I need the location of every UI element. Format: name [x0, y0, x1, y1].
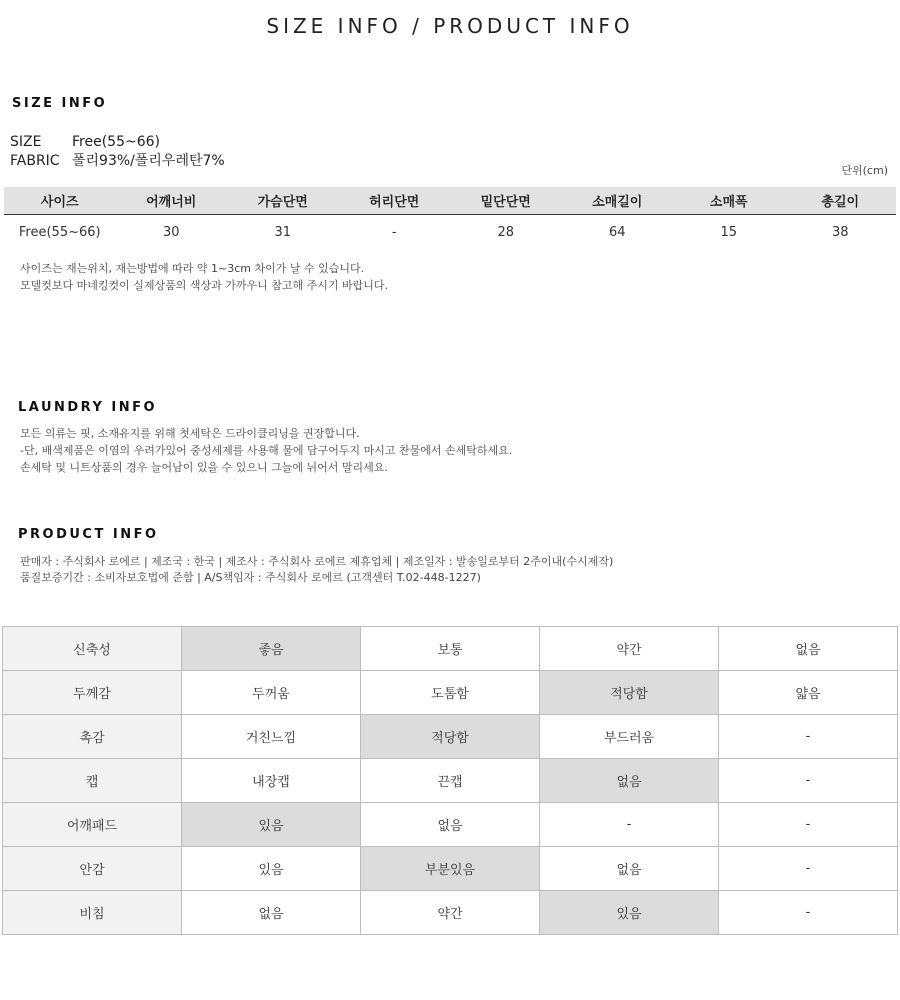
- size-column-header: 소매폭: [673, 187, 785, 215]
- attribute-option: 거친느낌: [182, 715, 361, 759]
- attribute-option-selected: 없음: [540, 759, 719, 803]
- size-column-header: 소매길이: [562, 187, 674, 215]
- attribute-option: 부드러움: [540, 715, 719, 759]
- size-note-1: 사이즈는 재는위치, 재는방법에 따라 약 1~3cm 차이가 날 수 있습니다.: [20, 262, 365, 275]
- size-column-header: 사이즈: [4, 187, 116, 215]
- attribute-option-selected: 있음: [182, 803, 361, 847]
- unit-label: 단위(cm): [841, 164, 888, 177]
- attribute-label: 안감: [3, 847, 182, 891]
- size-table-cell: Free(55~66): [18, 224, 101, 240]
- attribute-option: 없음: [361, 803, 540, 847]
- attribute-option: -: [719, 715, 898, 759]
- size-column-header: 총길이: [785, 187, 897, 215]
- attribute-option: 있음: [182, 847, 361, 891]
- size-note-2: 모델컷보다 마네킹컷이 실제상품의 색상과 가까우니 참고해 주시기 바랍니다.: [20, 279, 389, 292]
- attribute-row: [3, 715, 898, 759]
- attribute-option: 없음: [540, 847, 719, 891]
- attribute-row: [3, 847, 898, 891]
- laundry-info-heading: LAUNDRY INFO: [18, 400, 158, 415]
- size-table-cell: 38: [831, 224, 849, 240]
- attribute-row: [3, 759, 898, 803]
- attribute-option: 없음: [719, 627, 898, 671]
- attribute-option: 보통: [361, 627, 540, 671]
- attribute-option: 도톰함: [361, 671, 540, 715]
- size-table-header: [4, 187, 896, 215]
- fabric-spec: [10, 150, 225, 170]
- attribute-option: 내장캡: [182, 759, 361, 803]
- attribute-label: 어깨패드: [3, 803, 182, 847]
- attribute-option: 약간: [540, 627, 719, 671]
- product-line-1: 판매자 : 주식회사 로에르 | 제조국 : 한국 | 제조사 : 주식회사 로에르 제휴업체 | 제조일자 : 발송일로부터 2주이내(수시제작): [20, 555, 614, 568]
- size-table-cell: 64: [608, 224, 626, 240]
- laundry-line-2: -단, 배색제품은 이염의 우려가있어 중성세제를 사용해 물에 담구어두지 마시고 찬물에서 손세탁하세요.: [20, 444, 513, 457]
- size-label: SIZE: [10, 134, 42, 150]
- attribute-option-selected: 부분있음: [361, 847, 540, 891]
- attribute-label: 두께감: [3, 671, 182, 715]
- fabric-value: 폴리93%/폴리우레탄7%: [72, 153, 225, 169]
- laundry-line-3: 손세탁 및 니트상품의 경우 늘어남이 있을 수 있으니 그늘에 뉘어서 말리세요.: [20, 461, 388, 474]
- attribute-option: 끈캡: [361, 759, 540, 803]
- page-title: SIZE INFO / PRODUCT INFO: [266, 14, 634, 38]
- product-info-heading: PRODUCT INFO: [18, 527, 159, 542]
- attribute-label: 촉감: [3, 715, 182, 759]
- attribute-option: -: [719, 847, 898, 891]
- size-column-header: 밑단단면: [450, 187, 562, 215]
- laundry-line-1: 모든 의류는 핏, 소재유지를 위해 첫세탁은 드라이클리닝을 권장합니다.: [20, 427, 360, 440]
- size-table-cell: 28: [497, 224, 515, 240]
- size-info-heading: SIZE INFO: [12, 96, 108, 111]
- size-column-header: 가슴단면: [227, 187, 339, 215]
- size-value: Free(55~66): [72, 134, 160, 150]
- size-column-header: 허리단면: [339, 187, 451, 215]
- size-table-cell: -: [391, 224, 397, 240]
- attribute-option: -: [719, 891, 898, 935]
- size-spec: [10, 134, 160, 150]
- attribute-option: -: [719, 759, 898, 803]
- attribute-option: -: [719, 803, 898, 847]
- attribute-option: 없음: [182, 891, 361, 935]
- attribute-label: 비침: [3, 891, 182, 935]
- attribute-option-selected: 적당함: [361, 715, 540, 759]
- attribute-option: 두꺼움: [182, 671, 361, 715]
- attribute-option-selected: 좋음: [182, 627, 361, 671]
- attribute-row: [3, 803, 898, 847]
- fabric-label: FABRIC: [10, 153, 60, 169]
- attribute-option: 얇음: [719, 671, 898, 715]
- size-column-header: 어깨너비: [116, 187, 228, 215]
- attribute-option-selected: 있음: [540, 891, 719, 935]
- attribute-row: [3, 891, 898, 935]
- size-table-cell: 30: [162, 224, 180, 240]
- attribute-option: 약간: [361, 891, 540, 935]
- attribute-row: [3, 671, 898, 715]
- attribute-option-selected: 적당함: [540, 671, 719, 715]
- attribute-option: -: [540, 803, 719, 847]
- attribute-grid: [2, 626, 898, 935]
- size-table-cell: 15: [720, 224, 738, 240]
- attribute-label: 신축성: [3, 627, 182, 671]
- attribute-row: [3, 627, 898, 671]
- attribute-label: 캡: [3, 759, 182, 803]
- product-line-2: 품질보증기간 : 소비자보호법에 준함 | A/S책임자 : 주식회사 로에르 (고객센터 T.02-448-1227): [20, 571, 481, 584]
- size-table: [4, 187, 896, 249]
- size-table-cell: 31: [274, 224, 292, 240]
- size-table-row: [4, 215, 896, 250]
